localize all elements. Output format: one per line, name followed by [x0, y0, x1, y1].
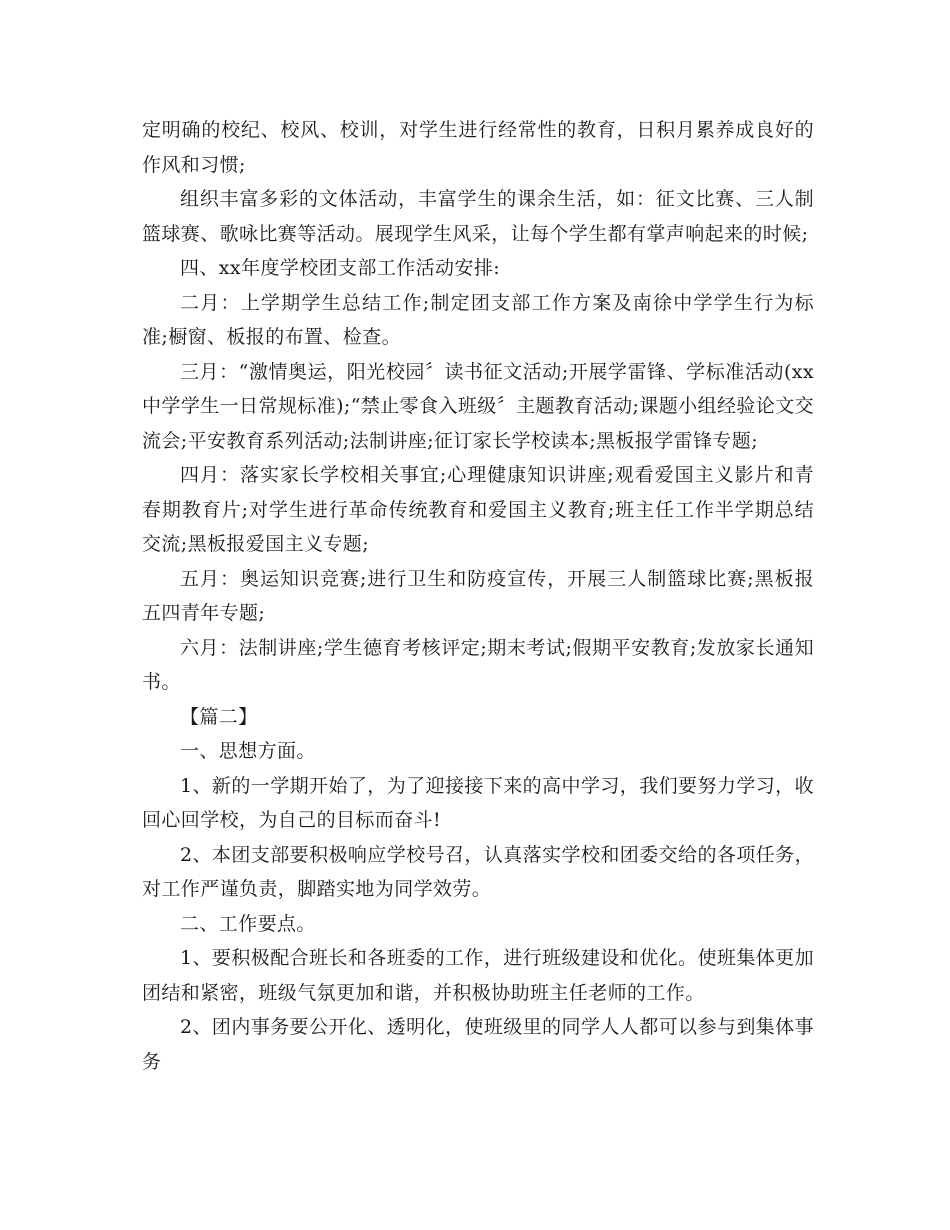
section-heading: 一、思想方面。 [180, 740, 316, 762]
paragraph: 2、本团支部要积极响应学校号召，认真落实学校和团委交给的各项任务，对工作严谨负责，脚踏实地为同学效劳。 [142, 843, 814, 900]
paragraph-may: 五月：奥运知识竞赛;进行卫生和防疫宣传，开展三人制篮球比赛;黑板报五四青年专题; [142, 567, 814, 624]
section-heading: 四、xx年度学校团支部工作活动安排: [180, 257, 501, 279]
paragraph-continuation: 定明确的校纪、校风、校训，对学生进行经常性的教育，日积月累养成良好的作风和习惯; [142, 119, 814, 176]
paragraph: 组织丰富多彩的文体活动，丰富学生的课余生活，如：征文比赛、三人制篮球赛、歌咏比赛等活动。展现学生风采，让每个学生都有掌声响起来的时候; [142, 188, 814, 245]
paragraph-april: 四月：落实家长学校相关事宜;心理健康知识讲座;观看爱国主义影片和青春期教育片;对学生进行革命传统教育和爱国主义教育;班主任工作半学期总结交流;黑板报爱国主义专题; [142, 464, 814, 555]
paragraph: 1、新的一学期开始了，为了迎接接下来的高中学习，我们要努力学习，收回心回学校，为自己的目标而奋斗! [142, 774, 814, 831]
section-heading: 二、工作要点。 [180, 912, 316, 935]
document-body [142, 113, 814, 1079]
paragraph-june: 六月：法制讲座;学生德育考核评定;期末考试;假期平安教育;发放家长通知书。 [142, 636, 814, 693]
part-heading: 【篇二】 [180, 705, 258, 728]
paragraph: 1、要积极配合班长和各班委的工作，进行班级建设和优化。使班集体更加团结和紧密，班级气氛更加和谐，并积极协助班主任老师的工作。 [142, 947, 814, 1004]
paragraph: 2、团内事务要公开化、透明化，使班级里的同学人人都可以参与到集体事务 [142, 1016, 814, 1073]
paragraph-february: 二月：上学期学生总结工作;制定团支部工作方案及南徐中学学生行为标准;橱窗、板报的布置、检查。 [142, 291, 814, 348]
paragraph-march: 三月：“激情奥运，阳光校园〞读书征文活动;开展学雷锋、学标准活动(xx中学学生一日常规标准);“禁止零食入班级〞主题教育活动;课题小组经验论文交流会;平安教育系列活动;法制讲座;征订家长学校读本;黑板报学雷锋专题; [142, 360, 814, 452]
